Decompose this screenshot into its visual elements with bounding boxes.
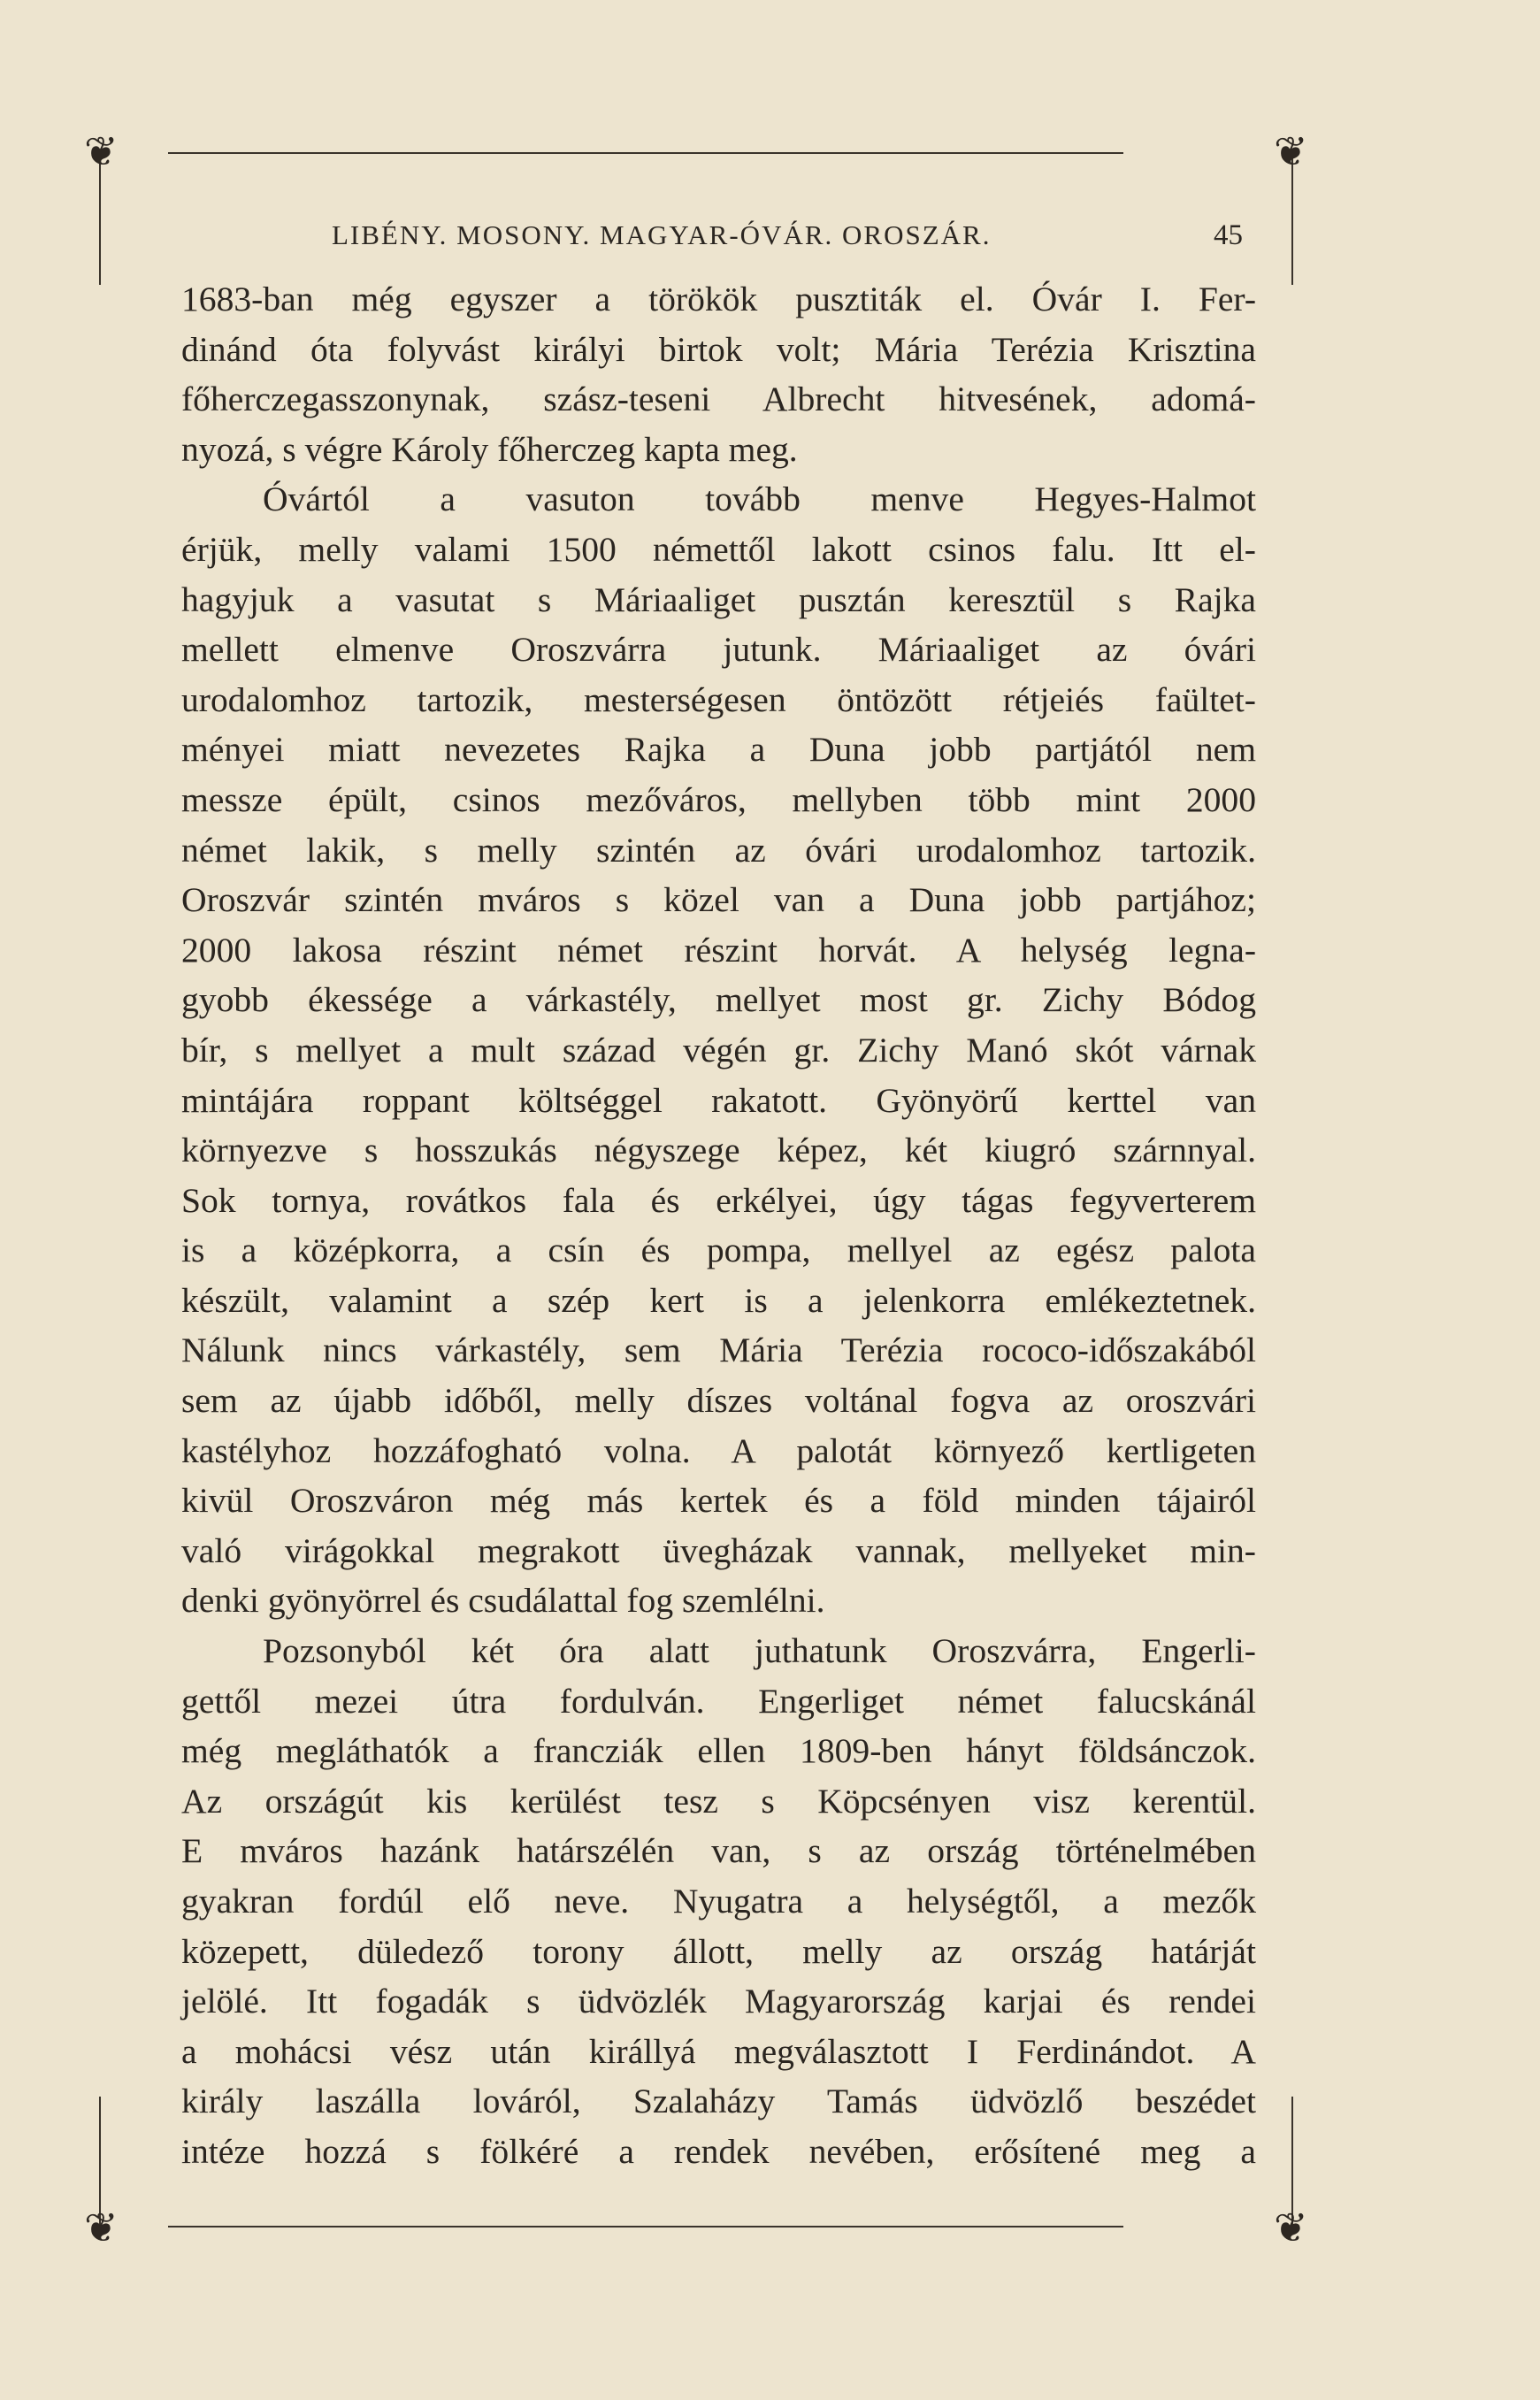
body-text bbox=[181, 274, 1256, 2177]
text-line: E mváros hazánk határszélén van, s az ország történelmében bbox=[181, 1831, 1256, 1871]
text-line: urodalomhoz tartozik, mesterségesen öntözött rétjeiés faültet- bbox=[181, 679, 1256, 719]
text-line: király laszálla lováról, Szalaházy Tamás üdvözlő beszédet bbox=[181, 2082, 1256, 2121]
text-line: készült, valamint a szép kert is a jelenkorra emlékeztetnek. bbox=[181, 1280, 1256, 1320]
text-line: 1683-ban még egyszer a törökök pusztiták el. Óvár I. Fer- bbox=[181, 280, 1256, 318]
text-line: kastélyhoz hozzáfogható volna. A palotát környező kertligeten bbox=[181, 1430, 1256, 1470]
text-line: való virágokkal megrakott üvegházak vannak, mellyeket min- bbox=[181, 1530, 1256, 1570]
text-line: Az országút kis kerülést tesz s Köpcsényen visz kerentül. bbox=[181, 1781, 1256, 1821]
text-line: jelölé. Itt fogadák s üdvözlék Magyarország karjai és rendei bbox=[181, 1982, 1256, 2021]
text-line: a mohácsi vész után királlyá megválasztott I Ferdinándot. A bbox=[181, 2031, 1256, 2071]
text-line: 2000 lakosa részint német részint horvát. A helység legna- bbox=[181, 930, 1256, 970]
page-header bbox=[181, 219, 1260, 264]
text-line: is a középkorra, a csín és pompa, mellyel az egész palota bbox=[181, 1231, 1256, 1270]
corner-ornament-top-right: ❦ bbox=[1274, 127, 1308, 175]
page-number: 45 bbox=[1214, 219, 1243, 251]
text-line: gettől mezei útra fordulván. Engerliget német falucskánál bbox=[181, 1681, 1256, 1721]
text-line: közepett, düledező torony állott, melly az ország határját bbox=[181, 1931, 1256, 1971]
text-line: bír, s mellyet a mult század végén gr. Zichy Manó skót várnak bbox=[181, 1030, 1256, 1070]
text-line: Oroszvár szintén mváros s közel van a Duna jobb partjához; bbox=[181, 880, 1256, 920]
text-line: gyobb ékessége a várkastély, mellyet most gr. Zichy Bódog bbox=[181, 980, 1256, 1020]
text-line: hagyjuk a vasutat s Máriaaliget pusztán keresztül s Rajka bbox=[181, 579, 1256, 619]
text-line: főherczegasszonynak, szász-teseni Albrecht hitvesének, adomá- bbox=[181, 380, 1256, 419]
text-line: mintájára roppant költséggel rakatott. Gyönyörű kerttel van bbox=[181, 1080, 1256, 1120]
text-line: német lakik, s melly szintén az óvári urodalomhoz tartozik. bbox=[181, 830, 1256, 870]
text-line: még megláthatók a francziák ellen 1809-ben hányt földsánczok. bbox=[181, 1731, 1256, 1771]
running-title: LIBÉNY. MOSONY. MAGYAR-ÓVÁR. OROSZÁR. bbox=[332, 219, 992, 250]
text-line: sem az újabb időből, melly díszes voltánal fogva az oroszvári bbox=[181, 1381, 1256, 1421]
text-line: környezve s hosszukás négyszege képez, két kiugró szárnnyal. bbox=[181, 1131, 1256, 1170]
text-line: Sok tornya, rovátkos fala és erkélyei, úgy tágas fegyverterem bbox=[181, 1180, 1256, 1220]
text-line: messze épült, csinos mezőváros, mellyben több mint 2000 bbox=[181, 779, 1256, 819]
header-rule bbox=[168, 152, 1123, 154]
text-line: denki gyönyörrel és csudálattal fog szemlélni. bbox=[181, 1581, 825, 1621]
text-line: intéze hozzá s fölkéré a rendek nevében, erősítené meg a bbox=[181, 2131, 1256, 2171]
text-line: mellett elmenve Oroszvárra jutunk. Máriaaliget az óvári bbox=[181, 630, 1256, 670]
text-line: kivül Oroszváron még más kertek és a föld minden tájairól bbox=[181, 1481, 1256, 1521]
text-line: dinánd óta folyvást királyi birtok volt; Mária Terézia Krisztina bbox=[181, 329, 1256, 369]
text-line: nyozá, s végre Károly főherczeg kapta meg. bbox=[181, 429, 798, 469]
text-line: Pozsonyból két óra alatt juthatunk Oroszvárra, Engerli- bbox=[263, 1631, 1256, 1671]
corner-ornament-bottom-left: ❦ bbox=[84, 2204, 119, 2251]
text-line: Óvártól a vasuton tovább menve Hegyes-Halmot bbox=[263, 479, 1256, 519]
corner-ornament-top-left: ❦ bbox=[84, 127, 119, 175]
corner-ornament-bottom-right: ❦ bbox=[1274, 2204, 1308, 2251]
text-line: Nálunk nincs várkastély, sem Mária Terézia rococo-időszakából bbox=[181, 1330, 1256, 1370]
text-line: ményei miatt nevezetes Rajka a Duna jobb partjától nem bbox=[181, 730, 1256, 770]
text-line: gyakran fordúl elő neve. Nyugatra a helységtől, a mezők bbox=[181, 1882, 1256, 1921]
footer-rule bbox=[168, 2226, 1123, 2227]
text-line: érjük, melly valami 1500 némettől lakott csinos falu. Itt el- bbox=[181, 529, 1256, 569]
